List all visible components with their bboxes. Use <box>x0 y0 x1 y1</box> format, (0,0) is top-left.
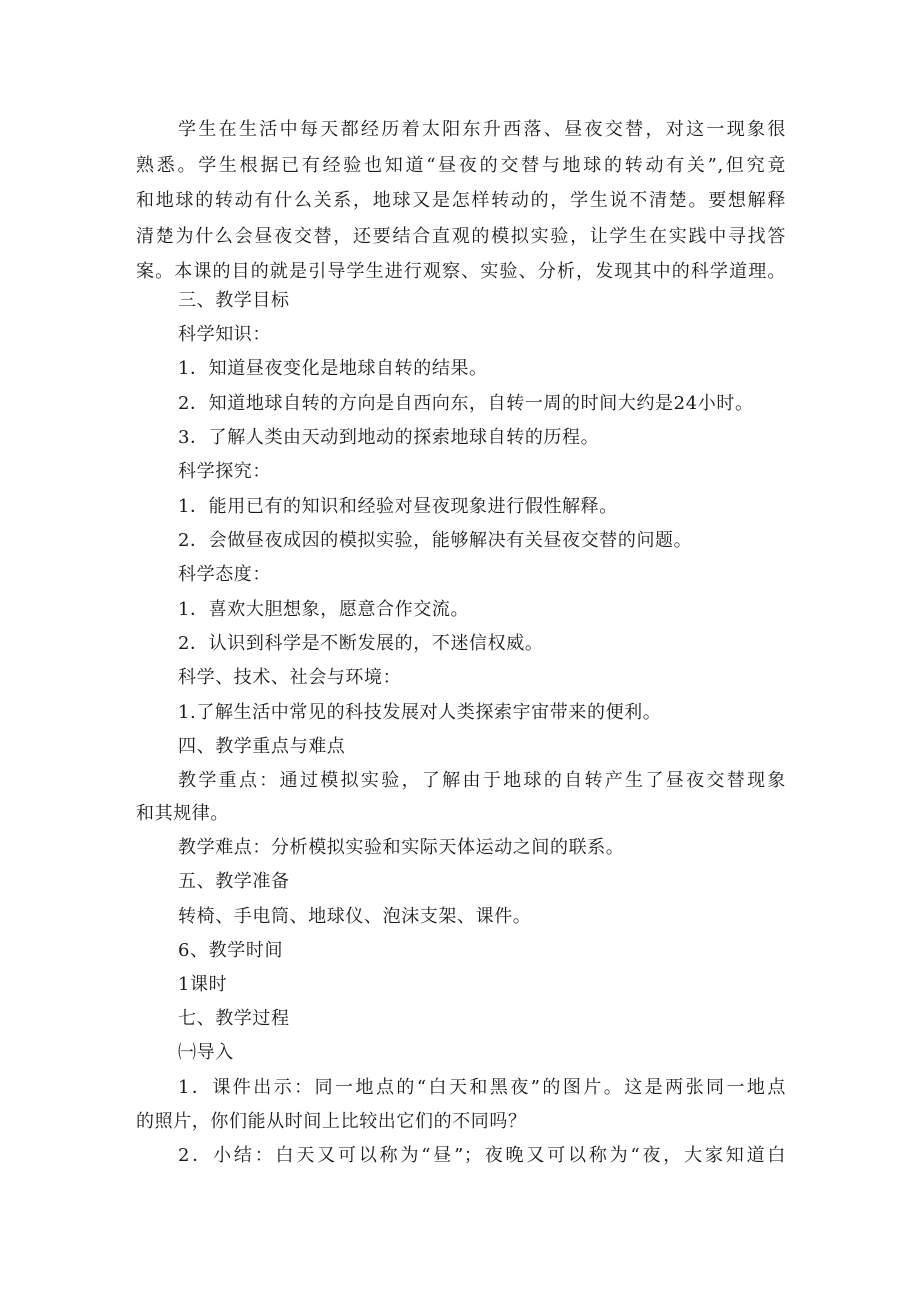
list-item: 1．知道昼夜变化是地球自转的结果。 <box>178 358 488 379</box>
list-item: 1.了解生活中常见的科技发展对人类探索宇宙带来的便利。 <box>178 702 662 723</box>
paragraph-line: 1．课件出示：同一地点的“白天和黑夜”的图片。这是两张同一地点 <box>178 1077 786 1098</box>
paragraph-line: 教学难点：分析模拟实验和实际天体运动之间的联系。 <box>178 837 625 858</box>
section-heading: 五、教学准备 <box>178 871 290 892</box>
paragraph-line: 2．小结：白天又可以称为“昼”；夜晚又可以称为“夜，大家知道白 <box>178 1145 786 1166</box>
section-heading: 七、教学过程 <box>178 1008 290 1029</box>
paragraph-line: 和其规律。 <box>136 803 229 824</box>
subheading: 科学探究： <box>178 461 271 482</box>
list-item: 2．会做昼夜成因的模拟实验，能够解决有关昼夜交替的问题。 <box>178 530 693 551</box>
paragraph-line: 1课时 <box>178 974 228 995</box>
list-item: 1．能用已有的知识和经验对昼夜现象进行假性解释。 <box>178 496 618 517</box>
section-heading: 6、教学时间 <box>178 940 284 961</box>
paragraph-line: 熟悉。学生根据已有经验也知道“昼夜的交替与地球的转动有关”,但究竟 <box>136 155 786 176</box>
subheading: 科学态度： <box>178 564 271 585</box>
paragraph-line: 的照片，你们能从时间上比较出它们的不同吗？ <box>136 1111 527 1132</box>
list-item: 3．了解人类由天动到地动的探索地球自转的历程。 <box>178 427 600 448</box>
paragraph-line: 案。本课的目的就是引导学生进行观察、实验、分析，发现其中的科学道理。 <box>136 261 786 282</box>
list-item: 2．认识到科学是不断发展的，不迷信权威。 <box>178 633 544 654</box>
paragraph-line: 清楚为什么会昼夜交替，还要结合直观的模拟实验，让学生在实践中寻找答 <box>136 226 786 247</box>
subheading: ㈠导入 <box>178 1042 234 1063</box>
paragraph-line: 转椅、手电筒、地球仪、泡沫支架、课件。 <box>178 906 532 927</box>
paragraph-line: 和地球的转动有什么关系，地球又是怎样转动的，学生说不清楚。要想解释 <box>136 190 786 211</box>
list-item: 2．知道地球自转的方向是自西向东，自转一周的时间大约是24小时。 <box>178 393 754 414</box>
paragraph-line: 学生在生活中每天都经历着太阳东升西落、昼夜交替，对这一现象很 <box>178 119 786 140</box>
section-heading: 四、教学重点与难点 <box>178 736 346 757</box>
list-item: 1．喜欢大胆想象，愿意合作交流。 <box>178 599 470 620</box>
section-heading: 三、教学目标 <box>178 290 290 311</box>
paragraph-line: 教学重点：通过模拟实验，了解由于地球的自转产生了昼夜交替现象 <box>178 770 786 791</box>
subheading: 科学知识： <box>178 324 271 345</box>
subheading: 科学、技术、社会与环境： <box>178 667 402 688</box>
